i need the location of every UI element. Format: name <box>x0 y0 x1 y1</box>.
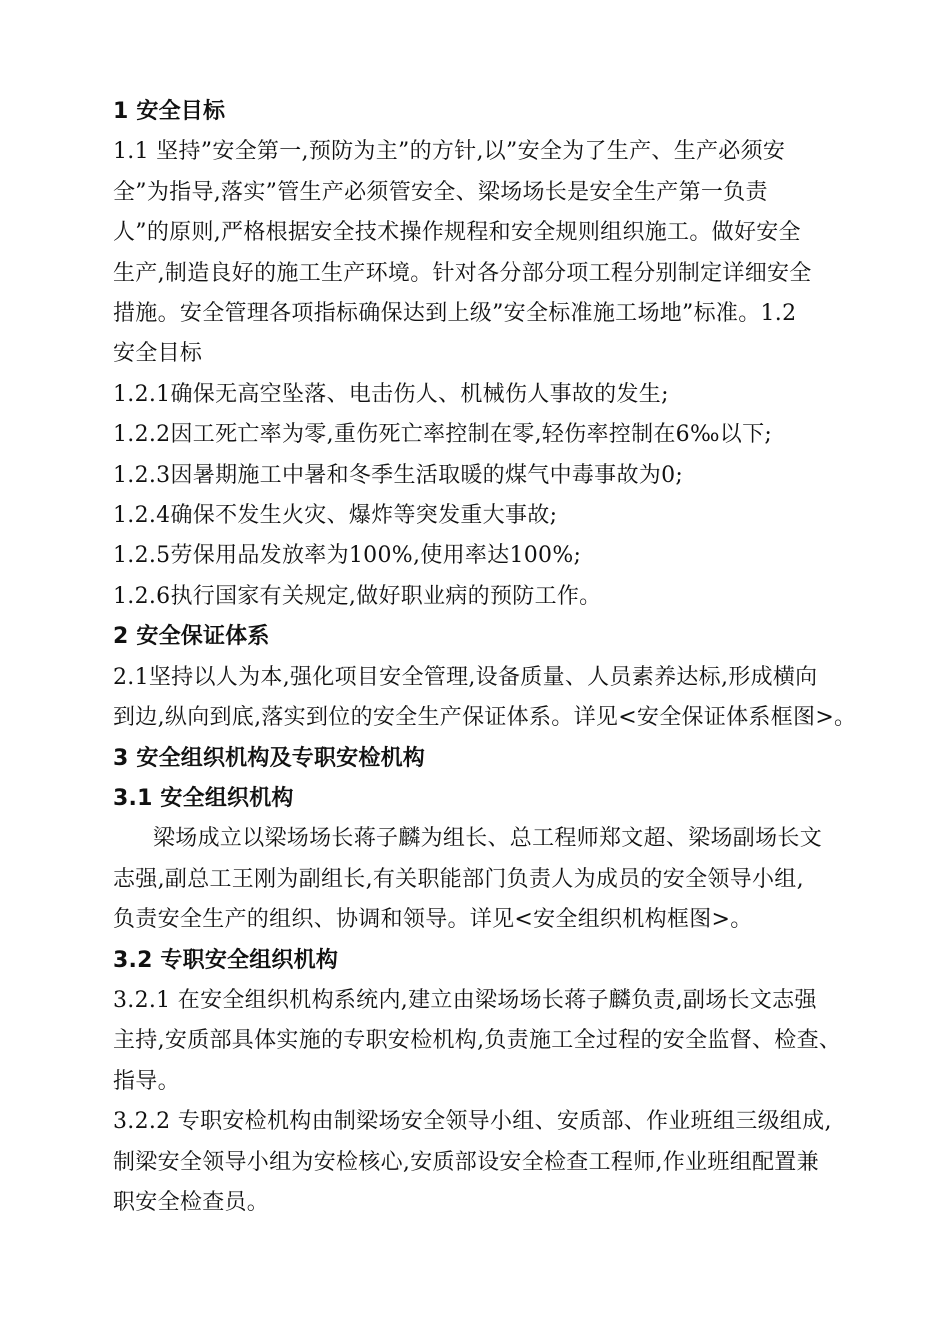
list-item: 1.2.6执行国家有关规定,做好职业病的预防工作。 <box>113 583 602 609</box>
subsection-heading-3-2: 3.2 专职安全组织机构 <box>113 947 339 973</box>
section-heading-3: 3 安全组织机构及专职安检机构 <box>113 745 425 771</box>
list-item: 1.2.2因工死亡率为零,重伤死亡率控制在零,轻伤率控制在6‰以下; <box>113 422 773 448</box>
list-item: 1.2.1确保无高空坠落、电击伤人、机械伤人事故的发生; <box>113 381 669 407</box>
paragraph-line: 梁场成立以梁场场长蒋子麟为组长、总工程师郑文超、梁场副场长文 <box>153 826 823 852</box>
section-heading-2: 2 安全保证体系 <box>113 624 270 650</box>
paragraph-line: 措施。安全管理各项指标确保达到上级”安全标准施工场地”标准。1.2 <box>113 301 797 327</box>
paragraph-line: 指导。 <box>113 1068 180 1094</box>
list-item: 1.2.3因暑期施工中暑和冬季生活取暖的煤气中毒事故为0; <box>113 462 684 488</box>
paragraph-line: 安全目标 <box>113 341 203 367</box>
document-page <box>113 92 873 1223</box>
paragraph-line: 职安全检查员。 <box>113 1189 270 1215</box>
list-item: 1.2.4确保不发生火灾、爆炸等突发重大事故; <box>113 503 558 529</box>
section-heading-1: 1 安全目标 <box>113 99 226 124</box>
paragraph-line: 1.1 坚持”安全第一,预防为主”的方针,以”安全为了生产、生产必须安 <box>113 139 786 165</box>
paragraph-line: 到边,纵向到底,落实到位的安全生产保证体系。详见<安全保证体系框图>。 <box>113 705 857 731</box>
paragraph-line: 2.1坚持以人为本,强化项目安全管理,设备质量、人员素养达标,形成横向 <box>113 664 818 690</box>
paragraph-line: 全”为指导,落实”管生产必须管安全、梁场场长是安全生产第一负责 <box>113 179 768 205</box>
paragraph-line: 人”的原则,严格根据安全技术操作规程和安全规则组织施工。做好安全 <box>113 220 801 246</box>
paragraph-line: 志强,副总工王刚为副组长,有关职能部门负责人为成员的安全领导小组, <box>113 866 804 892</box>
paragraph-line: 3.2.2 专职安检机构由制梁场安全领导小组、安质部、作业班组三级组成, <box>113 1109 832 1135</box>
paragraph-line: 生产,制造良好的施工生产环境。针对各分部分项工程分别制定详细安全 <box>113 260 812 286</box>
list-item: 1.2.5劳保用品发放率为100%,使用率达100%; <box>113 543 582 569</box>
paragraph-line: 主持,安质部具体实施的专职安检机构,负责施工全过程的安全监督、检查、 <box>113 1028 842 1054</box>
paragraph-line: 3.2.1 在安全组织机构系统内,建立由梁场场长蒋子麟负责,副场长文志强 <box>113 987 817 1013</box>
paragraph-line: 负责安全生产的组织、协调和领导。详见<安全组织机构框图>。 <box>113 907 753 933</box>
subsection-heading-3-1: 3.1 安全组织机构 <box>113 785 294 811</box>
paragraph-line: 制梁安全领导小组为安检核心,安质部设安全检查工程师,作业班组配置兼 <box>113 1149 819 1175</box>
